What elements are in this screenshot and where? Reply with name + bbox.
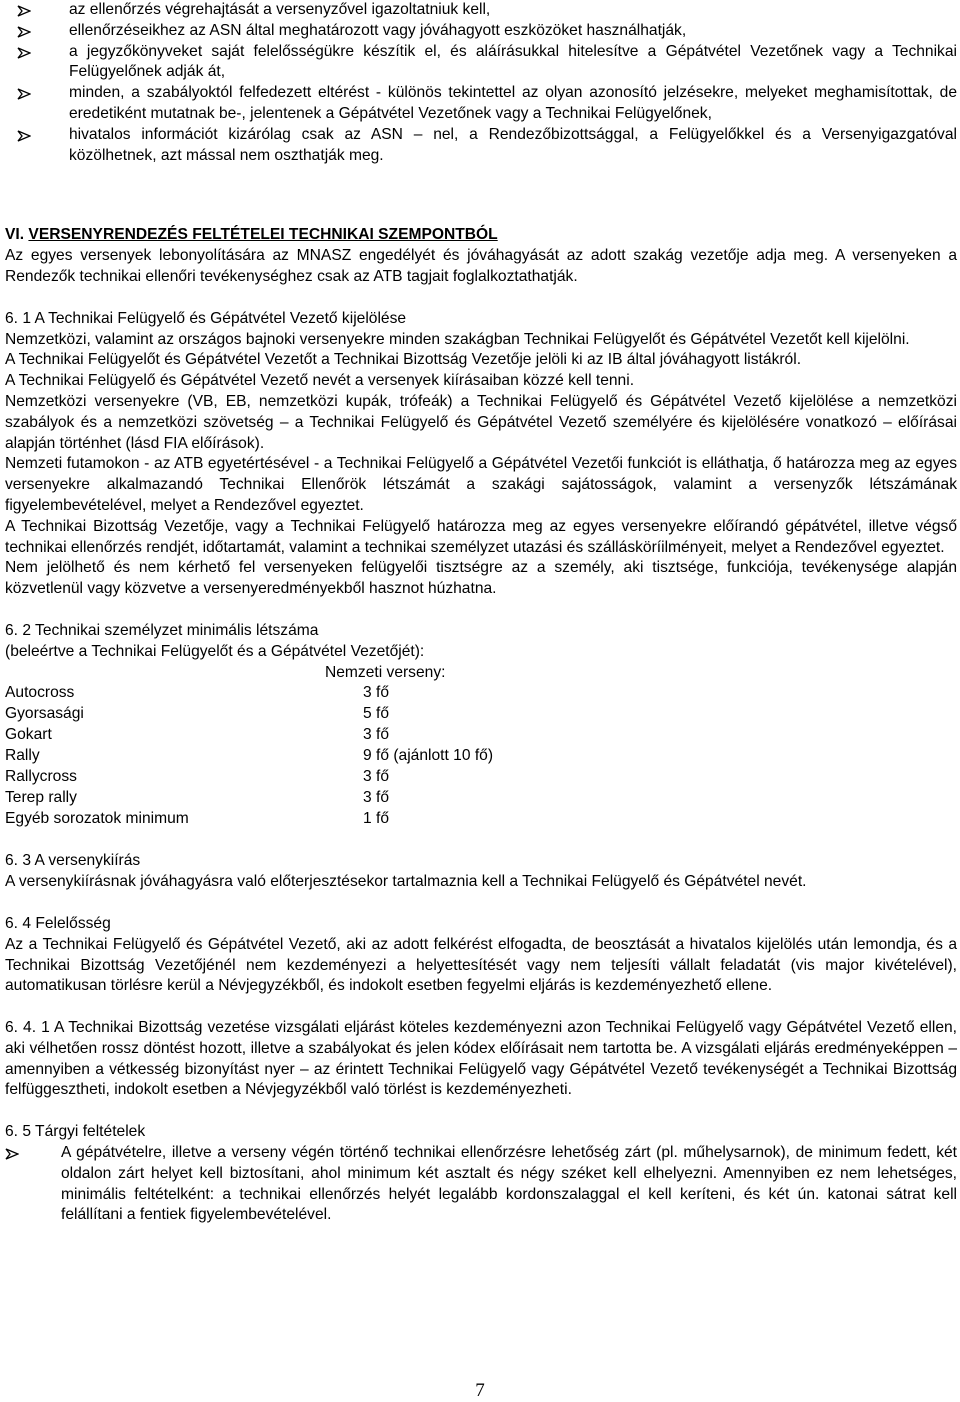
table-row: Gokart 3 fő	[5, 726, 390, 744]
subsection-subheading: (beleértve a Technikai Felügyelőt és a Gépátvétel Vezetőjét):	[5, 642, 425, 660]
list-item	[5, 42, 957, 84]
paragraph: Nemzeti futamokon - az ATB egyetértésével - a Technikai Felügyelő a Gépátvétel Vezetői funkciót is elláthatja, ő határozza meg az egyes versenyekre alkalmazandó Technikai Ellenőrök létszámát a szakági sajátosságok, valamint a versenyzők létszámának figyelembevételével, melyet a Rendezővel egyeztet.	[5, 455, 957, 514]
subsection-heading: 6. 5 Tárgyi feltételek	[5, 1123, 146, 1141]
arrow-bullet-icon	[17, 125, 35, 142]
paragraph: Az a Technikai Felügyelő és Gépátvétel Vezető, aki az adott felkérést elfogadta, de beosztását a hivatalos kijelölés után lemondja, és a Technikai Bizottság Vezetőjénél nem kezdeményezi a helyettesítését vagy nem teljesíti vállalt feladatát (vis major kivételével), automatikusan törlésre kerül a Névjegyzékből, és indokolt esetben fegyelmi eljárás is kezdeményezhető ellene.	[5, 935, 957, 995]
list-item-text: minden, a szabályoktól felfedezett eltérést - különös tekintettel az olyan azonosító jelzésekre, melyeket meghamisítottak, de eredetiként mutatnak be-, jelentenek a Gépátvétel Vezetőnek vagy a Technikai Felügyelőnek,	[69, 84, 957, 122]
list-item-text: az ellenőrzés végrehajtását a versenyzővel igazoltatniuk kell,	[69, 1, 491, 18]
subsection-heading: 6. 4 Felelősség	[5, 914, 111, 932]
paragraph: A Technikai Felügyelő és Gépátvétel Vezető nevét a versenyek kiírásaiban közzé kell tenni.	[5, 372, 635, 390]
paragraph: Nemzetközi, valamint az országos bajnoki versenyekre minden szakágban Technikai Felügyelőt és Gépátvétel Vezetőt kell kijelölni.	[5, 330, 910, 348]
table-row: Terep rally 3 fő	[5, 789, 390, 807]
s65-bullet-list	[5, 1143, 957, 1226]
table-row: Egyéb sorozatok minimum 1 fő	[5, 810, 390, 828]
paragraph: 6. 4. 1 A Technikai Bizottság vezetése vizsgálati eljárást köteles kezdeményezni azon Technikai Felügyelő vagy Gépátvétel Vezető ellen, aki vélhetően rossz döntést hozott, illetve a szabályokat és jelen kódex előírásait nem tartotta be. A vizsgálati eljárás eredményeképpen – amennyiben a vétkesség bizonyítást nyer – az érintett Technikai Felügyelő vagy Gépátvétel Vezető tevékenységét a Technikai Bizottság felfüggesztheti, indokolt esetben a Névjegyzékből való törlést is kezdeményezheti.	[5, 1019, 957, 1099]
list-item-text: A gépátvételre, illetve a verseny végén történő technikai ellenőrzésre lehetőség zárt (pl. műhelysarnok), de minimum fedett, két oldalon zárt helyet kell biztosítani, ahol minimum két asztalt és négy széket kell elhelyezni. Amennyiben ez nem lehetséges, minimális feltételként: a technikai ellenőrzés helyét legalább kordonszalaggal el kell keríteni, és két ún. katonai sátrat kell felállítani a fentiek figyelembevételével.	[61, 1144, 957, 1224]
table-row: Rally 9 fő (ajánlott 10 fő)	[5, 747, 494, 765]
paragraph: A Technikai Felügyelőt és Gépátvétel Vezetőt a Technikai Bizottság Vezetője jelöli ki az IB által jóváhagyott listákról.	[5, 351, 802, 369]
subsection-heading: 6. 2 Technikai személyzet minimális létszáma	[5, 621, 319, 639]
table-column-header: Nemzeti verseny:	[325, 663, 446, 681]
list-item-text: hivatalos információt kizárólag csak az ASN – nel, a Rendezőbizottsággal, a Felügyelőkkel és a Versenyigazgatóval közölhetnek, azt mással nem oszthatják meg.	[69, 125, 957, 164]
list-item	[5, 0, 957, 21]
paragraph: Nem jelölhető és nem kérhető fel versenyeken felügyelői tisztségre az a személy, aki tisztsége, funkciója, tevékenysége alapján közvetlenül vagy közvetve a versenyeredményekből hasznot húzhatna.	[5, 559, 957, 598]
list-item	[5, 125, 957, 167]
paragraph: A Technikai Bizottság Vezetője, vagy a Technikai Felügyelő határozza meg az egyes versenyekre előírandó gépátvétel, illetve végső technikai ellenőrzés rendjét, időtartamát, valamint a technikai személyzet utazási és szállásköríilményeit, melyet a Rendezővel egyeztet.	[5, 517, 957, 556]
staff-table	[5, 683, 493, 830]
arrow-bullet-icon	[17, 21, 35, 38]
section-number: VI.	[5, 226, 25, 244]
arrow-bullet-icon	[17, 0, 35, 17]
list-item	[5, 1143, 957, 1226]
arrow-bullet-icon	[17, 83, 35, 100]
table-row: Autocross 3 fő	[5, 684, 390, 702]
table-row: Gyorsasági 5 fő	[5, 705, 390, 723]
section-intro: Az egyes versenyek lebonyolítására az MNASZ engedélyét és jóváhagyását az adott szakág vezetője adja meg. A versenyeken a Rendezők technikai ellenőri tevékenységhez csak az ATB tagjait foglalkoztathatják.	[5, 247, 957, 285]
section-heading: VERSENYRENDEZÉS FELTÉTELEI TECHNIKAI SZEMPONTBÓL	[28, 226, 498, 244]
document-page	[5, 0, 957, 1226]
list-item-text: a jegyzőkönyveket saját felelősségükre készítik el, és aláírásukkal hitelesítve a Gépátvétel Vezetőnek vagy a Technikai Felügyelőnek adják át,	[69, 42, 957, 81]
table-row: Rallycross 3 fő	[5, 768, 390, 786]
section-title	[5, 225, 957, 246]
paragraph: Nemzetközi versenyekre (VB, EB, nemzetközi kupák, trófeák) a Technikai Felügyelő és Gépátvétel Vezető kijelölése a nemzetközi szabályok és a nemzetközi szövetség – a Technikai Felügyelő és Gépátvétel Vezető személyére és kijelölésére vonatkozó – előírásai alapján történhet (lásd FIA előírások).	[5, 392, 957, 452]
subsection-heading: 6. 3 A versenykiírás	[5, 852, 141, 870]
arrow-bullet-icon	[17, 42, 35, 59]
list-item-text: ellenőrzéseikhez az ASN által meghatározott vagy jóváhagyott eszközöket használhatják,	[69, 21, 687, 39]
paragraph: A versenykiírásnak jóváhagyásra való előterjesztésekor tartalmaznia kell a Technikai Felügyelő és Gépátvétel nevét.	[5, 873, 807, 891]
top-bullet-list	[5, 0, 957, 166]
page-number: 7	[475, 1380, 485, 1401]
list-item	[5, 83, 957, 125]
subsection-heading: 6. 1 A Technikai Felügyelő és Gépátvétel Vezető kijelölése	[5, 309, 407, 327]
list-item	[5, 21, 957, 42]
arrow-bullet-icon	[5, 1143, 23, 1160]
